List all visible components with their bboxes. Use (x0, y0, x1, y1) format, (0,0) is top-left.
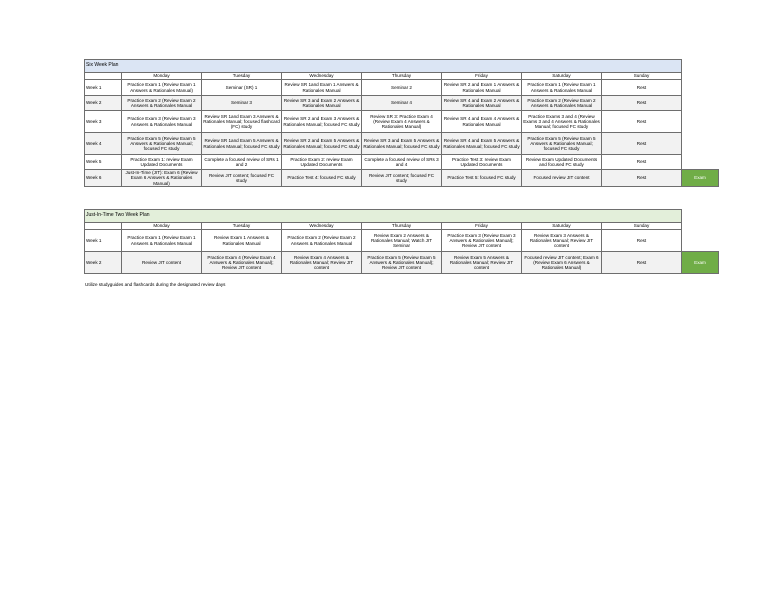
week-row (85, 96, 719, 111)
exam-cell: Exam (682, 170, 719, 187)
jit-plan-title: Just-In-Time Two Week Plan (85, 210, 682, 223)
day-header: Sunday (602, 73, 682, 80)
plan-cell: Review SR 4 and Exam 5 Answers & Rationales Manual; focused FC study (442, 133, 522, 155)
plan-cell: Rest (602, 170, 682, 187)
plan-cell: Review Exam 1 Answers & Rationales Manual (202, 230, 282, 252)
day-header: Friday (442, 73, 522, 80)
plan-cell: Rest (602, 230, 682, 252)
week-label: Week 1 (85, 80, 122, 96)
plan-cell: Practice Exam 5 (Review Exam 5 Answers & Rationales Manual; focused FC study (122, 133, 202, 155)
plan-cell: Review SR 2 and Exam 5 Answers & Rationales Manual; focused FC study (282, 133, 362, 155)
plan-cell: Review SR 2 and Exam 3 Answers & Rationales Manual; focused FC study (282, 111, 362, 133)
week-row (85, 133, 719, 155)
week-row (85, 252, 719, 274)
plan-cell: Complete a focused review of SRs 1 and 2 (202, 155, 282, 170)
empty-cell (682, 96, 719, 111)
plan-cell: Practice Exams 3 and 4 (Review Exams 3 and 4 Answers & Rationales Manual; focused FC study (522, 111, 602, 133)
plan-cell: Seminar 4 (362, 96, 442, 111)
day-header: Saturday (522, 223, 602, 230)
plan-cell: Practice Exam 1: review Exam Updated Documents (122, 155, 202, 170)
plan-cell: Practice Exam 2: review Exam Updated Documents (282, 155, 362, 170)
plan-cell: Focused review JIT content; Exam 6 (Review Exam 6 Answers & Rationales Manual) (522, 252, 602, 274)
plan-cell: Just-In-Time (JIT): Exam 6 (Review Exam 6 Answers & Rationales Manual) (122, 170, 202, 187)
plan-cell: Practice Exam 4 (Review Exam 4 Answers & Rationales Manual); Review JIT content (202, 252, 282, 274)
empty-cell (682, 111, 719, 133)
day-header: Monday (122, 73, 202, 80)
plan-cell: Practice Exam 5 (Review Exam 5 Answers & Rationales Manual); Review JIT content (362, 252, 442, 274)
week-row (85, 170, 719, 187)
plan-cell: Practice Exam 3 (Review Exam 3 Answers & Rationales Manual (122, 111, 202, 133)
week-label: Week 2 (85, 252, 122, 274)
plan-cell: Review Exam 4 Answers & Rationales Manual; Review JIT content (282, 252, 362, 274)
plan-cell: Review SR 3 and Exam 2 Answers & Rationales Manual (282, 96, 362, 111)
week-label: Week 1 (85, 230, 122, 252)
plan-cell: Practice Exam 1 (Review Exam 1 Answers & Rationales Manual (522, 80, 602, 96)
plan-cell: Review Exam Updated Documents and focused FC study (522, 155, 602, 170)
plan-cell: Rest (602, 111, 682, 133)
day-header: Sunday (602, 223, 682, 230)
plan-cell: Practice Test 3: review Exam Updated Documents (442, 155, 522, 170)
six-week-plan-title: Six Week Plan (85, 60, 682, 73)
plan-cell: Review SR 2 and Exam 1 Answers & Rationales Manual (442, 80, 522, 96)
plan-cell: Practice Test 5: focused FC study (442, 170, 522, 187)
day-header: Tuesday (202, 73, 282, 80)
plan-cell: Practice Exam 2 (Review Exam 2 Answers & Rationales Manual (122, 96, 202, 111)
plan-cell: Review Exam 3 Answers & Rationales Manual; Review JIT content (522, 230, 602, 252)
week-row (85, 230, 719, 252)
plan-cell: Review JIT content; focused FC study (362, 170, 442, 187)
corner-cell (85, 223, 122, 230)
plan-cell: Review SR 1and Exam 1 Answers & Rationales Manual (282, 80, 362, 96)
plan-cell: Practice Exam 1 (Review Exam 1 Answers & Rationales Manual (122, 230, 202, 252)
plan-cell: Seminar 3 (202, 96, 282, 111)
day-header: Wednesday (282, 223, 362, 230)
plan-cell: Rest (602, 252, 682, 274)
plan-cell: Rest (602, 80, 682, 96)
plan-cell: Rest (602, 155, 682, 170)
plan-cell: Practice Test 4: focused FC study (282, 170, 362, 187)
plan-cell: Focused review JIT content (522, 170, 602, 187)
empty-cell (682, 230, 719, 252)
plan-cell: Seminar (SR) 1 (202, 80, 282, 96)
week-label: Week 6 (85, 170, 122, 187)
plan-cell: Review SR 1and Exam 5 Answers & Rationales Manual; focused FC study (202, 133, 282, 155)
day-header: Thursday (362, 73, 442, 80)
week-label: Week 4 (85, 133, 122, 155)
empty-cell (682, 133, 719, 155)
plan-cell: Complete a focused review of SRs 3 and 4 (362, 155, 442, 170)
jit-two-week-plan-table (84, 209, 719, 274)
plan-cell: Practice Exam 3 (Review Exam 3 Answers & Rationales Manual); Review JIT content (442, 230, 522, 252)
day-header: Thursday (362, 223, 442, 230)
plan-cell: Practice Exam 2 (Review Exam 2 Answers & Rationales Manual (522, 96, 602, 111)
day-header: Tuesday (202, 223, 282, 230)
day-header: Friday (442, 223, 522, 230)
week-label: Week 2 (85, 96, 122, 111)
empty-cell (682, 155, 719, 170)
plan-cell: Review JIT content (122, 252, 202, 274)
week-label: Week 3 (85, 111, 122, 133)
plan-cell: Seminar 2 (362, 80, 442, 96)
day-header: Saturday (522, 73, 602, 80)
exam-cell: Exam (682, 252, 719, 274)
plan-cell: Review SR 4 and Exam 4 Answers & Rationales Manual (442, 111, 522, 133)
plan-cell: Review JIT content; focused FC study (202, 170, 282, 187)
corner-cell (85, 73, 122, 80)
plan-cell: Review Exam 5 Answers & Rationales Manual; Review JIT content (442, 252, 522, 274)
day-header: Wednesday (282, 73, 362, 80)
plan-cell: Rest (602, 96, 682, 111)
week-label: Week 5 (85, 155, 122, 170)
plan-cell: Review SR 3 and Exam 5 Answers & Rationales Manual; focused FC study (362, 133, 442, 155)
plan-cell: Review SR 4 and Exam 2 Answers & Rationales Manual (442, 96, 522, 111)
study-note: Utilize studyguides and flashcards during the designated review days (85, 282, 226, 287)
empty-cell (682, 80, 719, 96)
week-row (85, 80, 719, 96)
six-week-plan-table (84, 59, 719, 187)
plan-cell: Practice Exam 1 (Review Exam 1 Answers & Rationales Manual) (122, 80, 202, 96)
plan-cell: Review SR 1and Exam 3 Answers & Rationales Manual; focused flashcard (FC) study (202, 111, 282, 133)
plan-cell: Practice Exam 2 (Review Exam 2 Answers & Rationales Manual (282, 230, 362, 252)
week-row (85, 111, 719, 133)
plan-cell: Review Exam 2 Answers & Rationales Manual; Watch JIT Seminar (362, 230, 442, 252)
day-header: Monday (122, 223, 202, 230)
week-row (85, 155, 719, 170)
plan-cell: Review SR 3: Practice Exam 4 (Review Exam 4 Answers & Rationales Manual) (362, 111, 442, 133)
plan-cell: Rest (602, 133, 682, 155)
plan-cell: Practice Exam 5 (Review Exam 5 Answers & Rationales Manual; focused FC study (522, 133, 602, 155)
